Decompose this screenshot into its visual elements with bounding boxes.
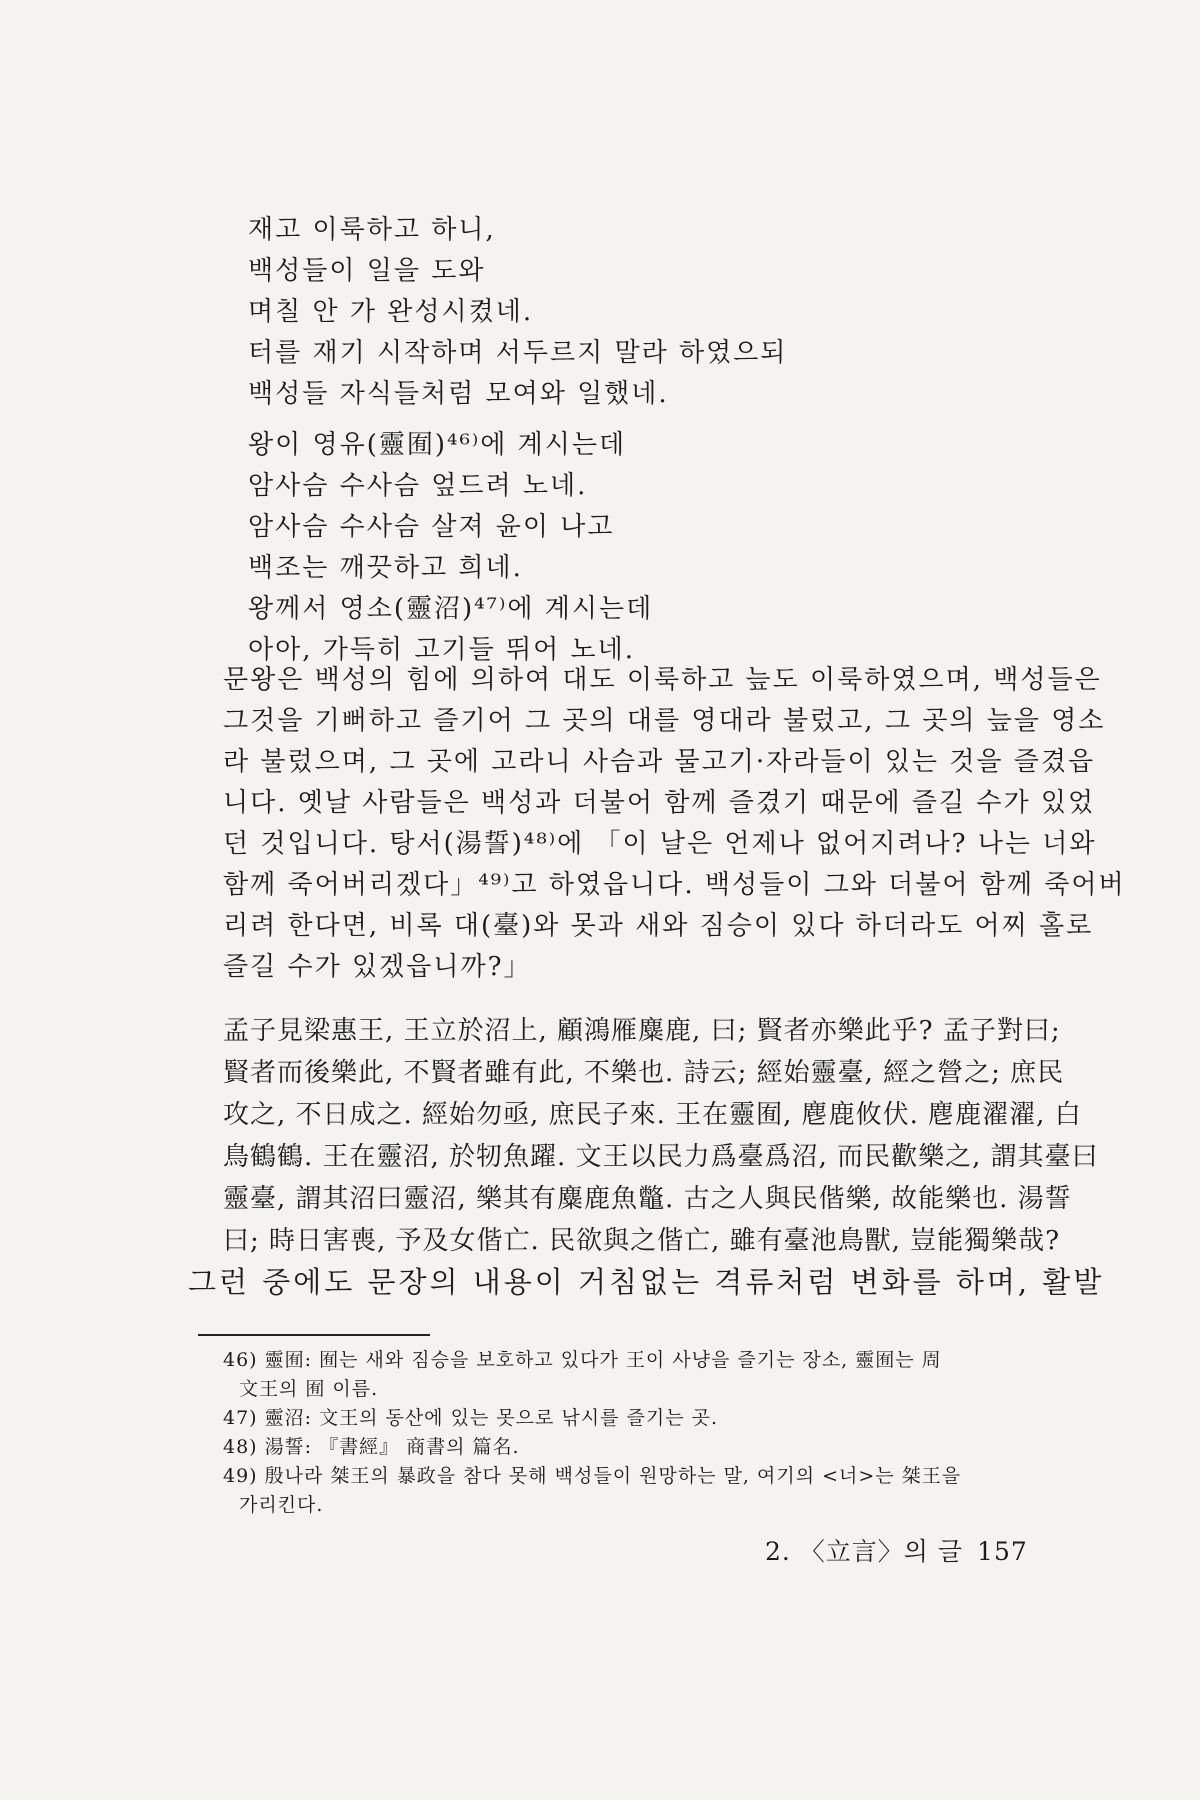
section-title: 2. 〈立言〉의 글 (765, 1537, 964, 1566)
text-line: 攻之, 不日成之. 經始勿亟, 庶民子來. 王在靈囿, 麀鹿攸伏. 麀鹿濯濯, 白 (223, 1100, 1082, 1130)
text-line: 鳥鶴鶴. 王在靈沼, 於牣魚躍. 文王以民力爲臺爲沼, 而民歡樂之, 謂其臺曰 (223, 1142, 1099, 1172)
text-line: 니다. 옛날 사람들은 백성과 더불어 함께 즐겼기 때문에 즐길 수가 있었 (223, 788, 1096, 818)
poem-line: 백성들 자식들처럼 모여와 일했네. (248, 379, 669, 409)
text-line: 그것을 기뻐하고 즐기어 그 곳의 대를 영대라 불렀고, 그 곳의 늪을 영소 (223, 706, 1106, 736)
poem-line: 왕께서 영소(靈沼)⁴⁷⁾에 계시는데 (248, 594, 654, 624)
poem-line: 며칠 안 가 완성시켰네. (248, 297, 534, 327)
poem-line: 재고 이룩하고 하니, (248, 215, 496, 245)
poem-line: 백성들이 일을 도와 (248, 256, 486, 286)
poem-stanza-1 (248, 210, 1068, 415)
poem-line: 왕이 영유(靈囿)⁴⁶⁾에 계시는데 (248, 430, 627, 460)
text-line: 靈臺, 謂其沼曰靈沼, 樂其有麋鹿魚鼈. 古之人與民偕樂, 故能樂也. 湯誓 (223, 1184, 1072, 1214)
classical-chinese-text (223, 1010, 1099, 1262)
poem-line: 아아, 가득히 고기들 뛰어 노네. (248, 635, 635, 665)
text-line: 던 것입니다. 탕서(湯誓)⁴⁸⁾에 「이 날은 언제나 없어지려나? 나는 너와 (223, 829, 1097, 859)
footnote-48: 48) 湯誓: 『書經』 商書의 篇名. (223, 1436, 520, 1458)
text-line: 함께 죽어버리겠다」⁴⁹⁾고 하였읍니다. 백성들이 그와 더불어 함께 죽어버 (223, 870, 1126, 900)
text-line: 孟子見梁惠王, 王立於沼上, 顧鴻雁麋鹿, 曰; 賢者亦樂此乎? 孟子對曰; (223, 1016, 1061, 1046)
commentary-paragraph (223, 660, 1126, 988)
poem-line: 암사슴 수사슴 살져 윤이 나고 (248, 512, 615, 542)
footnote-divider (198, 1334, 430, 1336)
page-number: 157 (977, 1537, 1028, 1566)
poem-line: 백조는 깨끗하고 희네. (248, 553, 523, 583)
footnote-49: 49) 殷나라 桀王의 暴政을 참다 못해 백성들이 원망하는 말, 여기의 <너>는 桀王을 (223, 1465, 962, 1487)
running-footer (765, 1537, 1028, 1567)
poem-line: 터를 재기 시작하며 서두르지 말라 하였으되 (248, 338, 788, 368)
text-line: 라 불렀으며, 그 곳에 고라니 사슴과 물고기·자라들이 있는 것을 즐겼읍 (223, 747, 1096, 777)
footnote-47: 47) 靈沼: 文王의 동산에 있는 못으로 낚시를 즐기는 곳. (223, 1407, 719, 1429)
poem-line: 암사슴 수사슴 엎드려 노네. (248, 471, 588, 501)
text-line: 리려 한다면, 비록 대(臺)와 못과 새와 짐승이 있다 하더라도 어찌 홀로 (223, 911, 1094, 941)
text-line: 문왕은 백성의 힘에 의하여 대도 이룩하고 늪도 이룩하였으며, 백성들은 (223, 665, 1102, 695)
footnote-49-continued: 가리킨다. (239, 1494, 324, 1516)
text-line: 賢者而後樂此, 不賢者雖有此, 不樂也. 詩云; 經始靈臺, 經之營之; 庶民 (223, 1058, 1065, 1088)
footnote-46: 46) 靈囿: 囿는 새와 짐승을 보호하고 있다가 王이 사냥을 즐기는 장소, 靈囿는 周 (223, 1349, 942, 1371)
text-line: 曰; 時日害喪, 予及女偕亡. 民欲與之偕亡, 雖有臺池鳥獸, 豈能獨樂哉? (223, 1226, 1061, 1256)
footnotes (223, 1346, 1023, 1520)
text-line: 즐길 수가 있겠읍니까?」 (223, 952, 532, 982)
body-text-continuation: 그런 중에도 문장의 내용이 거침없는 격류처럼 변화를 하며, 활발 (188, 1265, 1105, 1299)
footnote-46-continued: 文王의 囿 이름. (239, 1378, 379, 1400)
poem-stanza-2 (248, 425, 1068, 671)
